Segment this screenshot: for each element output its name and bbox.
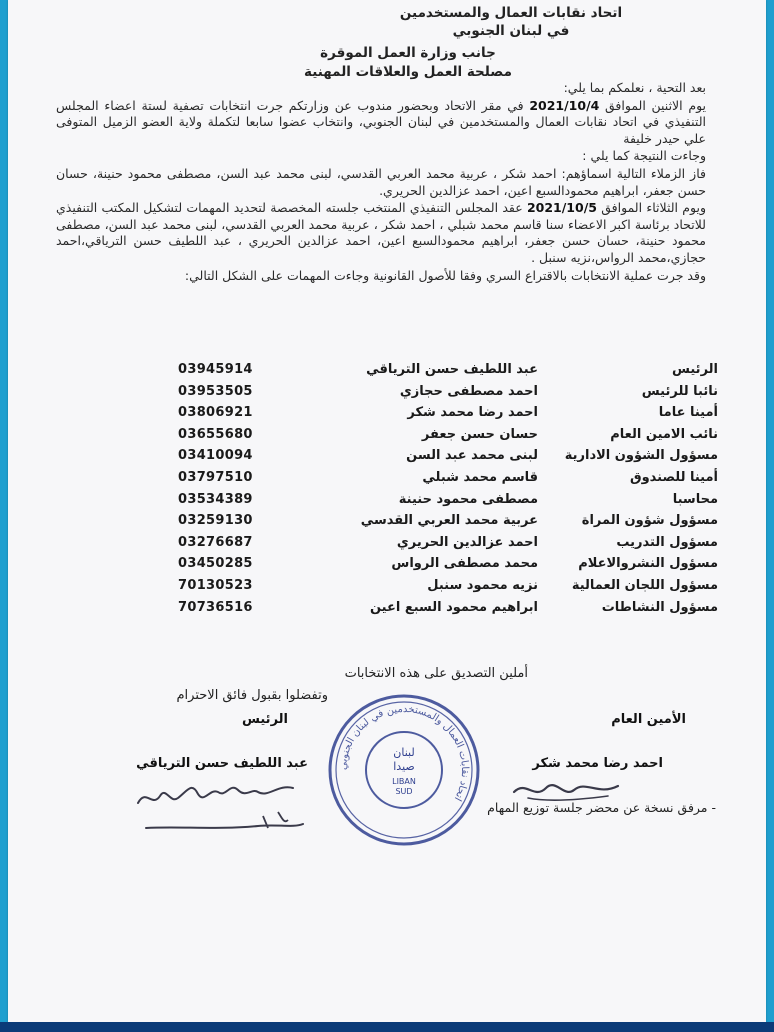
paragraph-results-intro: وجاءت النتيجة كما يلي : — [582, 148, 706, 164]
position-row — [178, 513, 718, 535]
position-title: أمينا للصندوق — [629, 469, 718, 485]
position-row — [178, 427, 718, 449]
attachment-note: - مرفق نسخة عن محضر جلسة توزيع المهام — [487, 800, 716, 815]
phone-number: 03806921 — [178, 405, 253, 421]
position-title: محاسبا — [672, 491, 718, 507]
member-name: عبد اللطيف حسن الترياقي — [366, 362, 538, 377]
secretary-general-label: الأمين العام — [611, 712, 686, 727]
svg-text:اتحاد نقابات العمال والمستخدمي: اتحاد نقابات العمال والمستخدمين في لبنان الجنوبي — [337, 703, 471, 803]
position-row — [178, 405, 718, 427]
position-title: أمينا عاما — [658, 405, 718, 421]
position-row — [178, 492, 718, 514]
president-label: الرئيس — [242, 712, 288, 727]
position-row — [178, 600, 718, 622]
org-name-line2: في لبنان الجنوبي — [452, 23, 570, 39]
phone-number: 03450285 — [178, 556, 253, 572]
phone-number: 03655680 — [178, 426, 253, 442]
secretary-general-name: احمد رضا محمد شكر — [532, 756, 663, 771]
phone-number: 03945914 — [178, 362, 253, 377]
member-name: ابراهيم محمود السبع اعين — [369, 599, 538, 615]
election-date: 2021/10/4 — [529, 97, 600, 113]
text-segment: ويوم الثلاثاء الموافق — [596, 200, 706, 216]
letter-body — [56, 80, 706, 285]
member-name: احمد مصطفى حجازي — [399, 383, 538, 399]
paragraph-council-meeting — [56, 200, 706, 266]
phone-number: 03259130 — [178, 513, 253, 529]
position-title: مسؤول النشاطات — [601, 599, 718, 615]
position-title: مسؤول الشؤون الادارية — [564, 448, 718, 464]
president-signature — [118, 768, 318, 843]
member-name: مصطفى محمود حنينة — [398, 491, 538, 507]
phone-number: 70736516 — [178, 599, 253, 615]
phone-number: 03797510 — [178, 469, 253, 485]
position-row — [178, 362, 718, 384]
member-name: قاسم محمد شبلي — [422, 469, 538, 485]
member-name: عربية محمد العربي القدسي — [360, 513, 538, 529]
paragraph-voting-method: وقد جرت عملية الانتخابات بالاقتراع السري وفقا للأصول القانونية وجاءت المهمات على الشكل التالي: — [184, 267, 706, 283]
member-name: احمد عزالدين الحريري — [396, 534, 538, 550]
position-row — [178, 535, 718, 557]
text-segment: عقد المجلس التنفيذي المنتخب جلسته المخصصة لتحديد المهمات لتشكيل المكتب التنفيذي للاتحاد برئاسة اكبر الاعضاء سنا قاسم محمد شبلي ، احمد شكر ، عربية محمد العربي القدسي، لبنى محمد عبد السن، مصطفى محمود حنينة، حسان حسن جعفر، ابراهيم محمودالسبع اعين، احمد عزالدين الحريري ، عبد اللطيف حسن الترياقي،احمد حجازي،محمد الرواس،نزيه سنبل . — [56, 200, 706, 265]
bottom-edge-strip — [0, 1022, 774, 1032]
phone-number: 03534389 — [178, 491, 253, 507]
phone-number: 03410094 — [178, 448, 253, 464]
document-page — [8, 0, 766, 1022]
text-segment: في مقر الاتحاد وبحضور مندوب عن وزارتكم جرت انتخابات تصفية لستة اعضاء المجلس التنفيذي في اتحاد نقابات العمال والمستخدمين في لبنان الجنوبي، وانتخاب عضوا سابعا لتكملة ولاية العضو الزميل المتوفى علي حيدر خليفة — [56, 97, 706, 146]
position-row — [178, 384, 718, 406]
svg-text:SUD: SUD — [395, 787, 413, 796]
svg-text:LIBAN: LIBAN — [392, 777, 416, 786]
position-title: مسؤول شؤون المراة — [581, 513, 718, 529]
greeting: بعد التحية ، نعلمكم بما يلي: — [563, 80, 706, 95]
secretary-general-signature — [508, 772, 628, 808]
closing-regards: وتفضلوا بقبول فائق الاحترام — [176, 688, 328, 703]
position-row — [178, 470, 718, 492]
svg-text:صيدا: صيدا — [393, 760, 415, 773]
ministry-name: جانب وزارة العمل الموقرة — [320, 45, 496, 61]
position-title: الرئيس — [672, 362, 718, 377]
org-name-line1: اتحاد نقابات العمال والمستخدمين — [399, 5, 623, 21]
position-title: نائبا للرئيس — [641, 383, 718, 399]
addressee-header — [273, 44, 543, 82]
positions-list — [178, 362, 718, 621]
paragraph-winners: فاز الزملاء التالية اسماؤهم: احمد شكر ، عربية محمد العربي القدسي، لبنى محمد عبد السن، مصطفى محمود حنينة، حسان حسن جعفر، ابراهيم محمودالسبع اعين، احمد عزالدين الحريري. — [56, 165, 706, 198]
phone-number: 70130523 — [178, 577, 253, 593]
official-stamp-seal — [324, 690, 484, 850]
position-row — [178, 556, 718, 578]
president-name: عبد اللطيف حسن الترياقي — [136, 756, 308, 771]
position-title: مسؤول اللجان العمالية — [571, 577, 718, 593]
member-name: محمد مصطفى الرواس — [391, 556, 538, 572]
approval-request: أملين التصديق على هذه الانتخابات — [344, 666, 528, 681]
member-name: نزيه محمود سنبل — [427, 577, 538, 593]
position-row — [178, 448, 718, 470]
phone-number: 03276687 — [178, 534, 253, 550]
member-name: حسان حسن جعفر — [421, 426, 538, 442]
svg-text:لبنان: لبنان — [393, 746, 415, 759]
position-title: نائب الامين العام — [610, 426, 718, 442]
position-title: مسؤول النشروالاعلام — [578, 556, 718, 572]
paragraph-election-day — [56, 98, 706, 148]
member-name: احمد رضا محمد شكر — [407, 405, 538, 421]
text-segment: يوم الاثنين الموافق — [599, 97, 707, 113]
organization-header — [361, 4, 661, 40]
department-name: مصلحة العمل والعلاقات المهنية — [304, 64, 512, 80]
position-row — [178, 578, 718, 600]
member-name: لبنى محمد عبد السن — [406, 448, 538, 464]
meeting-date: 2021/10/5 — [526, 200, 597, 216]
position-title: مسؤول التدريب — [616, 534, 718, 550]
phone-number: 03953505 — [178, 383, 253, 399]
